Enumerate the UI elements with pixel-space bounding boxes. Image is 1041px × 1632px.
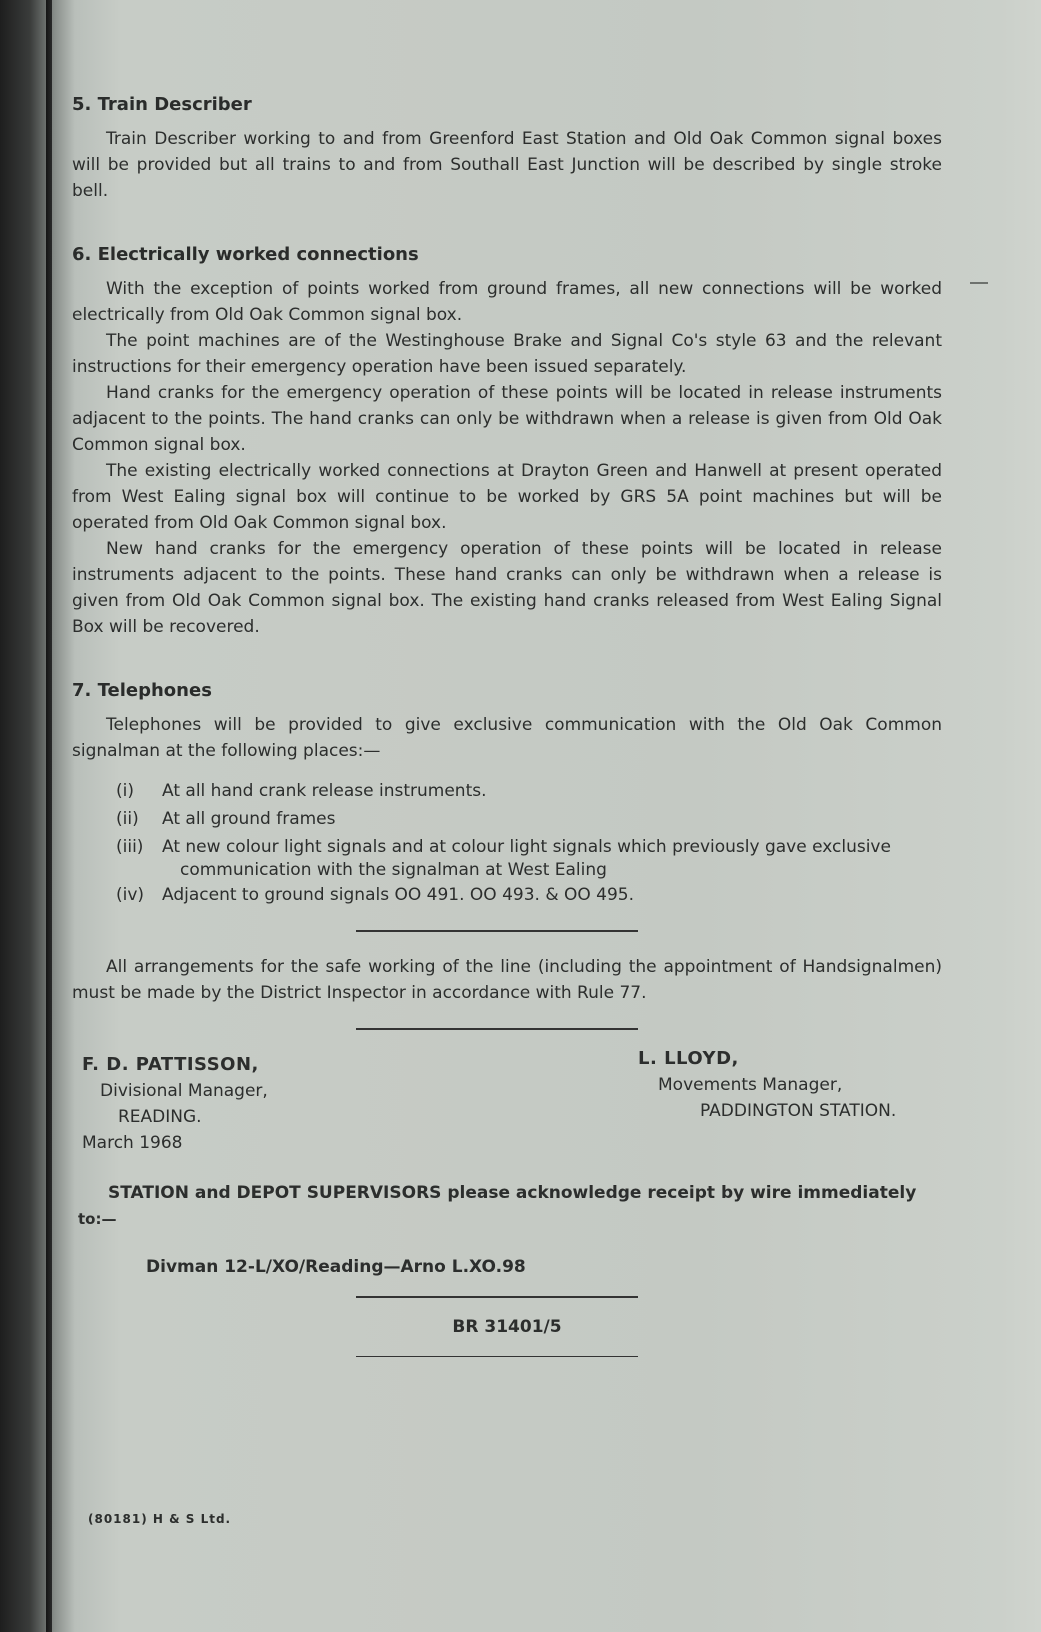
section-telephones bbox=[72, 678, 942, 908]
reference-number: BR 31401/5 bbox=[452, 1317, 562, 1337]
telephone-list bbox=[116, 778, 942, 908]
list-item bbox=[116, 806, 942, 832]
document-page bbox=[72, 92, 942, 1379]
signatory-title: Divisional Manager, bbox=[100, 1081, 268, 1101]
item-text-continuation: communication with the signalman at West Ealing bbox=[180, 860, 607, 880]
binding-shadow bbox=[46, 0, 52, 1632]
paragraph: Hand cranks for the emergency operation of these points will be located in release instruments adjacent to the points. The hand cranks can only be withdrawn when a release is given from Old Oak Common signal box. bbox=[72, 383, 942, 455]
item-text-wrap bbox=[162, 834, 942, 880]
item-text: At all ground frames bbox=[162, 809, 336, 829]
item-number: (iv) bbox=[116, 885, 145, 905]
signatory-name: L. LLOYD, bbox=[638, 1048, 739, 1069]
margin-mark bbox=[970, 282, 988, 284]
paragraph: With the exception of points worked from ground frames, all new connections will be worked electrically from Old Oak Common signal box. bbox=[72, 279, 942, 325]
acknowledge-block bbox=[72, 1180, 942, 1232]
section-heading: 5. Train Describer bbox=[72, 94, 252, 115]
printer-imprint: (80181) H & S Ltd. bbox=[88, 1512, 232, 1526]
signature-left bbox=[82, 1052, 268, 1156]
section-train-describer bbox=[72, 92, 942, 204]
document-reference bbox=[72, 1314, 942, 1340]
acknowledge-to: to:— bbox=[78, 1210, 117, 1228]
divider bbox=[356, 1356, 638, 1357]
item-number: (ii) bbox=[116, 809, 139, 829]
section-heading: 6. Electrically worked connections bbox=[72, 244, 419, 265]
signatory-name: F. D. PATTISSON, bbox=[82, 1054, 259, 1075]
item-text: Adjacent to ground signals OO 491. OO 493. & OO 495. bbox=[162, 885, 634, 905]
divider bbox=[356, 930, 638, 932]
paragraph: The point machines are of the Westinghouse Brake and Signal Co's style 63 and the relevant instructions for their emergency operation have been issued separately. bbox=[72, 331, 942, 377]
list-item bbox=[116, 834, 942, 880]
item-number: (iii) bbox=[116, 837, 144, 857]
divider bbox=[356, 1296, 638, 1298]
paragraph: New hand cranks for the emergency operation of these points will be located in release instruments adjacent to the points. These hand cranks can only be withdrawn when a release is given from Old Oak Common signal box. The existing hand cranks released from West Ealing Signal Box will be recovered. bbox=[72, 539, 942, 637]
section-heading: 7. Telephones bbox=[72, 680, 212, 701]
signatory-title: Movements Manager, bbox=[658, 1075, 843, 1095]
document-date: March 1968 bbox=[82, 1133, 183, 1153]
paragraph: Telephones will be provided to give exclusive communication with the Old Oak Common signalman at the following places:— bbox=[72, 715, 942, 761]
item-text: At new colour light signals and at colour light signals which previously gave exclusive bbox=[162, 837, 891, 857]
acknowledge-instruction: STATION and DEPOT SUPERVISORS please acknowledge receipt by wire immediately bbox=[108, 1183, 917, 1203]
item-text: At all hand crank release instruments. bbox=[162, 781, 487, 801]
section-electrical bbox=[72, 242, 942, 640]
signatory-place: READING. bbox=[118, 1107, 202, 1127]
divider bbox=[356, 1028, 638, 1030]
signature-right bbox=[638, 1046, 896, 1124]
list-item bbox=[116, 778, 942, 804]
telegraph-address: Divman 12-L/XO/Reading—Arno L.XO.98 bbox=[146, 1257, 526, 1277]
item-number: (i) bbox=[116, 781, 134, 801]
arrangements-paragraph: All arrangements for the safe working of the line (including the appointment of Handsignalmen) must be made by the District Inspector in accordance with Rule 77. bbox=[72, 957, 942, 1003]
signatory-place: PADDINGTON STATION. bbox=[700, 1101, 897, 1121]
paragraph: Train Describer working to and from Greenford East Station and Old Oak Common signal boxes will be provided but all trains to and from Southall East Junction will be described by single stroke bell. bbox=[72, 129, 942, 201]
signature-block bbox=[72, 1048, 942, 1156]
paragraph: The existing electrically worked connections at Drayton Green and Hanwell at present operated from West Ealing signal box will continue to be worked by GRS 5A point machines but will be operated from Old Oak Common signal box. bbox=[72, 461, 942, 533]
list-item bbox=[116, 882, 942, 908]
